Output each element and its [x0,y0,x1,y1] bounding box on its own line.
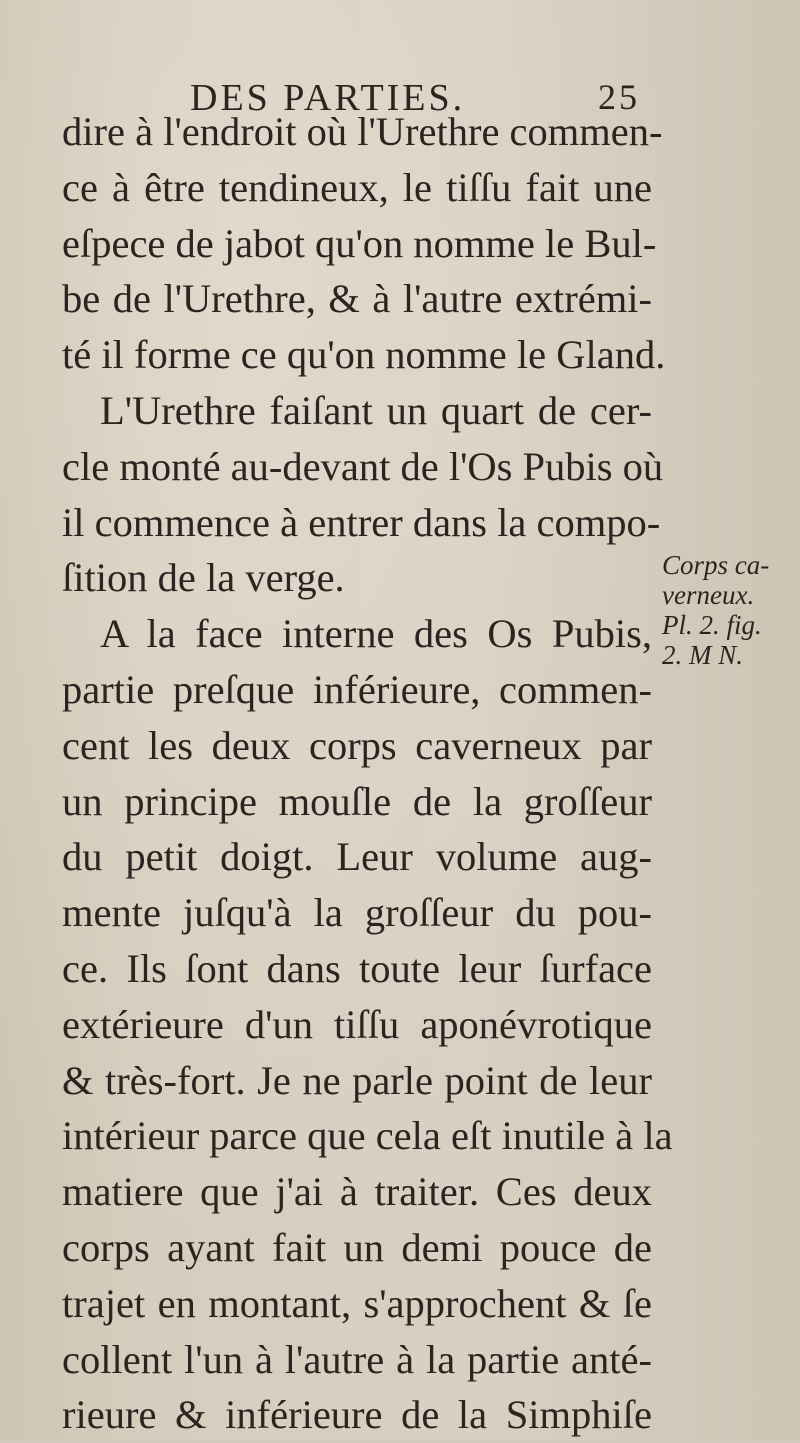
margin-note-line: Corps ca- [662,550,770,580]
text-line: du petit doigt. Leur volume aug- [62,834,652,880]
text-line: eſpece de jabot qu'on nomme le Bul- [62,220,657,266]
text-line: un principe mouſle de la groſſeur [62,778,652,824]
text-line: cle monté au-devant de l'Os Pubis où [62,443,664,489]
running-title: DES PARTIES. [190,77,466,119]
text-line: L'Urethre faiſant un quart de cer- [100,387,652,433]
text-line: extérieure d'un tiſſu aponévrotique [62,1001,652,1047]
text-line: collent l'un à l'autre à la partie anté- [62,1336,652,1382]
text-line: té il forme ce qu'on nomme le Gland. [62,332,666,378]
text-line: cent les deux corps caverneux par [62,722,652,768]
main-text [62,104,673,1443]
margin-note [662,550,792,670]
page-number: 25 [598,77,640,117]
margin-note-line: 2. M N. [662,640,743,670]
margin-note-line: verneux. [662,580,755,610]
text-line: corps ayant fait un demi pouce de [62,1224,652,1270]
text-line: ce. Ils ſont dans toute leur ſurface [62,945,652,991]
text-line: matiere que j'ai à traiter. Ces deux [62,1169,652,1215]
margin-note-line: Pl. 2. fig. [662,610,762,640]
text-line: & très-fort. Je ne parle point de leur [62,1057,652,1103]
text-line: ſition de la verge. [62,555,345,601]
text-line: ce à être tendineux, le tiſſu fait une [62,164,652,210]
text-line: partie preſque inférieure, commen- [62,666,652,712]
text-line: mente juſqu'à la groſſeur du pou- [62,890,652,936]
text-line: trajet en montant, s'approchent & ſe [62,1280,652,1326]
text-line: be de l'Urethre, & à l'autre extrémi- [62,276,652,322]
text-line: A la face interne des Os Pubis, [100,611,652,657]
text-line: il commence à entrer dans la compo- [62,499,661,545]
text-line: intérieur parce que cela eſt inutile à la [62,1113,673,1159]
text-line: dire à l'endroit où l'Urethre commen- [62,109,663,154]
text-line: rieure & inférieure de la Simphiſe [62,1392,652,1438]
